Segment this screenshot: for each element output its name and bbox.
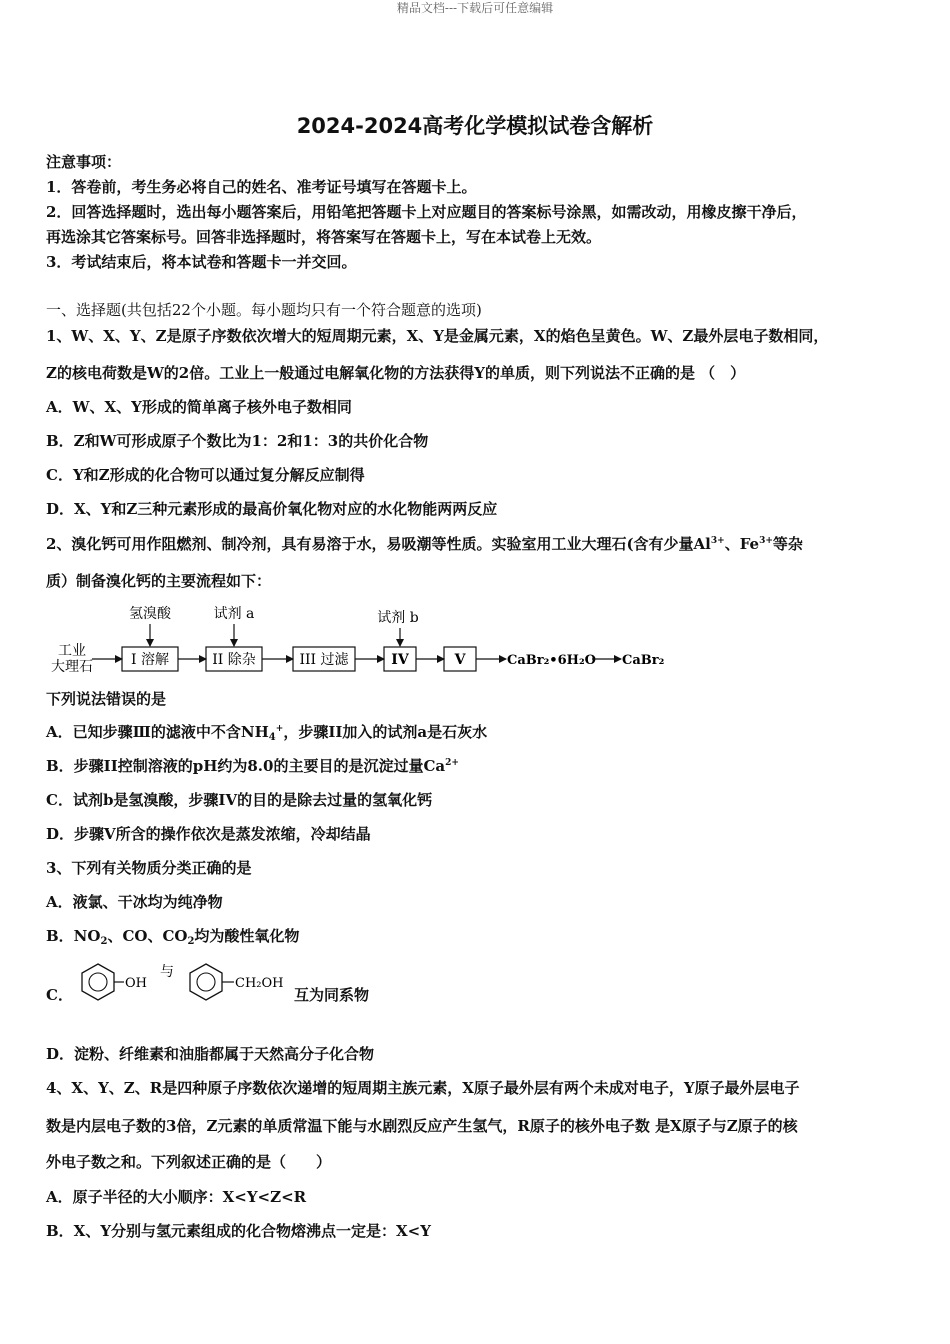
q2-stem-mid: 、Fe [724, 535, 760, 553]
page-header: 精品文档---下载后可任意编辑 [396, 1, 554, 15]
q3-c-yu: 与 [160, 964, 174, 980]
q2-b-pre: B．步骤II控制溶液的pH约为8.0的主要目的是沉淀过量Ca [46, 757, 446, 775]
q2-ask: 下列说法错误的是 [46, 690, 167, 708]
q1-option-b: B．Z和W可形成原子个数比为1：2和1：3的共价化合物 [46, 432, 429, 450]
q3-b-s1: 2 [100, 936, 108, 947]
q2-option-a [46, 722, 487, 742]
q2-option-c: C．试剂b是氢溴酸，步骤IV的目的是除去过量的氢氧化钙 [46, 791, 433, 809]
al-charge: 3+ [710, 536, 725, 546]
q3-option-c-text: 互为同系物 [294, 986, 370, 1004]
q2-a-sup: + [275, 724, 284, 734]
q3-stem: 3、下列有关物质分类正确的是 [46, 859, 252, 877]
q4-option-b: B．X、Y分别与氢元素组成的化合物熔沸点一定是：X<Y [46, 1222, 431, 1240]
q3-b-p1: B．NO [46, 927, 101, 945]
q2-a-pre: A．已知步骤Ⅲ的滤液中不含NH [46, 723, 269, 741]
phenol-benzyl-alcohol-structures [76, 960, 296, 1004]
ch2oh-label: CH₂OH [235, 976, 284, 991]
flow-reagent2: 试剂 a [213, 606, 255, 622]
flow-step5-label: V [454, 652, 466, 668]
q2-option-d: D．步骤V所含的操作依次是蒸发浓缩，冷却结晶 [46, 825, 371, 843]
q2-stem-line2: 质）制备溴化钙的主要流程如下： [46, 572, 272, 590]
flow-product2: CaBr₂ [622, 653, 665, 668]
flow-step3-label: III 过滤 [299, 652, 349, 668]
note-3: 3．考试结束后，将本试卷和答题卡一并交回。 [46, 253, 357, 271]
q2-a-sub: 4 [268, 732, 276, 743]
flow-reagent3: 试剂 b [377, 610, 419, 626]
flow-reagent1: 氢溴酸 [129, 606, 171, 622]
q3-option-c-label: C． [46, 986, 73, 1004]
q2-b-sup: 2+ [445, 758, 459, 768]
section-heading: 一、选择题(共包括22个小题。每小题均只有一个符合题意的选项) [46, 301, 482, 319]
q1-stem-line1: 1、W、X、Y、Z是原子序数依次增大的短周期元素，X、Y是金属元素，X的焰色呈黄色。W、Z最外层电子数相同， [46, 327, 829, 345]
q2-stem-pre: 2、溴化钙可用作阻燃剂、制冷剂，具有易溶于水，易吸潮等性质。实验室用工业大理石(含有少量Al [46, 535, 711, 553]
flow-start-line2: 大理石 [51, 659, 93, 675]
flow-start-line1: 工业 [58, 643, 86, 659]
q3-option-d: D．淀粉、纤维素和油脂都属于天然高分子化合物 [46, 1045, 375, 1063]
q3-b-p2: 、CO、CO [107, 927, 188, 945]
note-2b: 再选涂其它答案标号。回答非选择题时，将答案写在答题卡上，写在本试卷上无效。 [46, 228, 602, 246]
note-1: 1．答卷前，考生务必将自己的姓名、准考证号填写在答题卡上。 [46, 178, 477, 196]
flow-step4-label: IV [391, 652, 409, 668]
q2-stem-line1 [46, 534, 803, 554]
q1-option-a: A．W、X、Y形成的简单离子核外电子数相同 [46, 398, 352, 416]
q4-option-a: A．原子半径的大小顺序：X<Y<Z<R [46, 1188, 307, 1206]
benzyl-alcohol-structure [190, 964, 284, 1000]
note-2a: 2．回答选择题时，选出每小题答案后，用铅笔把答题卡上对应题目的答案标号涂黑，如需改动，用橡皮擦干净后， [46, 203, 807, 221]
q4-stem-line1: 4、X、Y、Z、R是四种原子序数依次递增的短周期主族元素，X原子最外层有两个未成对电子，Y原子最外层电子 [46, 1079, 800, 1097]
q4-stem-line2: 数是内层电子数的3倍，Z元素的单质常温下能与水剧烈反应产生氢气，R原子的核外电子数 是X原子与Z原子的核 [46, 1117, 798, 1135]
phenol-structure [82, 964, 147, 1000]
q2-a-post: ，步骤II加入的试剂a是石灰水 [283, 723, 488, 741]
flow-diagram [40, 604, 700, 686]
q1-stem-line2: Z的核电荷数是W的2倍。工业上一般通过电解氧化物的方法获得Y的单质，则下列说法不正确的是 （ ） [46, 364, 746, 382]
q2-stem-post: 等杂 [772, 535, 803, 553]
q4-stem-line3: 外电子数之和。下列叙述正确的是（ ） [46, 1153, 332, 1171]
phenol-oh-label: OH [125, 976, 147, 991]
q1-option-c: C．Y和Z形成的化合物可以通过复分解反应制得 [46, 466, 365, 484]
q2-option-b [46, 756, 459, 776]
flow-step2-label: II 除杂 [212, 652, 256, 668]
q3-option-b [46, 926, 299, 946]
notes-heading: 注意事项： [46, 153, 122, 171]
q3-b-p3: 均为酸性氧化物 [194, 927, 300, 945]
fe-charge: 3+ [759, 536, 773, 546]
flow-product1: CaBr₂•6H₂O [507, 653, 596, 668]
flow-step1-label: I 溶解 [131, 652, 169, 668]
q3-option-a: A．液氯、干冰均为纯净物 [46, 893, 223, 911]
q3-b-s2: 2 [187, 936, 195, 947]
q1-option-d: D．X、Y和Z三种元素形成的最高价氧化物对应的水化物能两两反应 [46, 500, 498, 518]
page-title: 2024-2024高考化学模拟试卷含解析 [296, 114, 654, 138]
